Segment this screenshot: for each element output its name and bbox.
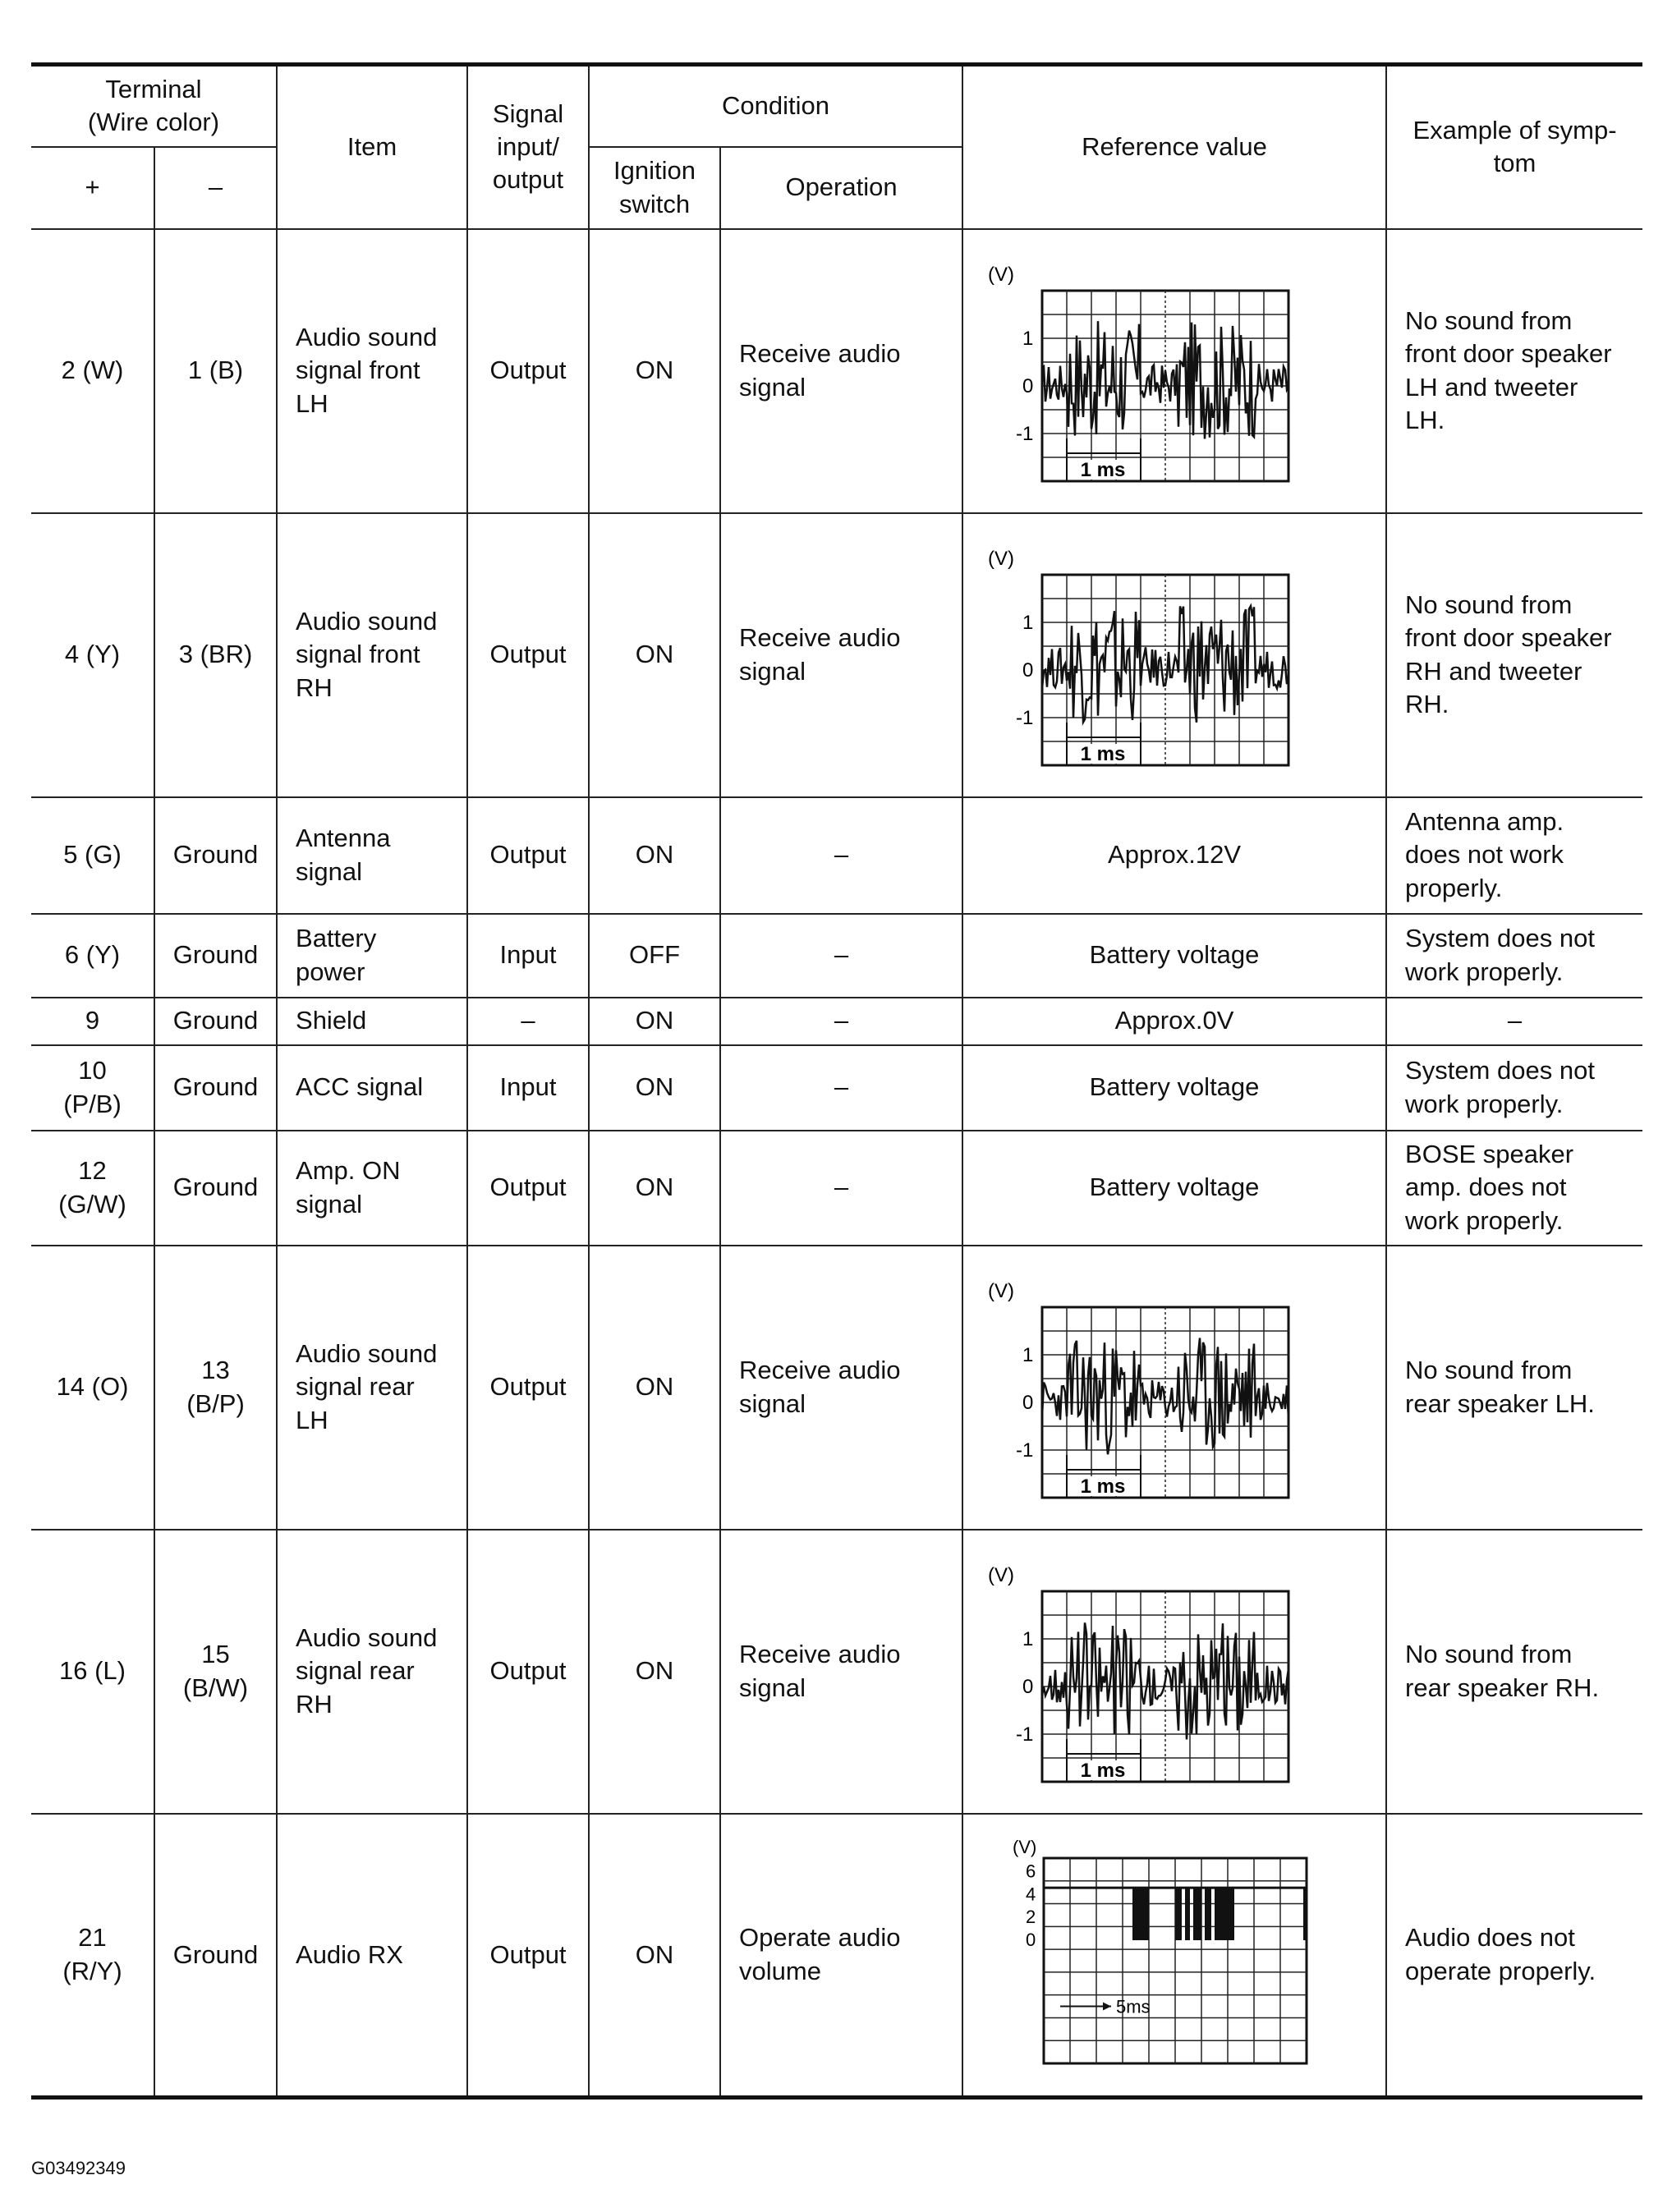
cell-operation: Receive audio signal	[720, 229, 962, 513]
cell-operation: –	[720, 1131, 962, 1246]
waveform-tick-label: 1	[1022, 1627, 1034, 1650]
table-row	[31, 1045, 1642, 1131]
waveform-tick-label: -1	[1016, 706, 1034, 729]
cell-item: Antenna signal	[277, 797, 467, 914]
waveform-time-label: 1 ms	[1080, 1475, 1126, 1498]
cell-io: Input	[467, 1045, 589, 1131]
cell-io: Output	[467, 1814, 589, 2098]
waveform-graph	[983, 256, 1295, 486]
cell-io: Output	[467, 1530, 589, 1814]
waveform-unit-label: (V)	[988, 263, 1015, 286]
header-terminal: Terminal (Wire color)	[31, 65, 277, 147]
pulse-chart	[963, 1832, 1385, 2078]
header-operation: Operation	[720, 147, 962, 229]
waveform-chart	[963, 256, 1385, 486]
cell-plus: 5 (G)	[31, 797, 154, 914]
cell-operation: Receive audio signal	[720, 1530, 962, 1814]
cell-symptom: –	[1386, 998, 1642, 1045]
table-row	[31, 1246, 1642, 1530]
waveform-tick-label: -1	[1016, 1723, 1034, 1746]
cell-symptom: Audio does not operate properly.	[1386, 1814, 1642, 2098]
waveform-time-label: 1 ms	[1080, 1759, 1126, 1782]
cell-operation: –	[720, 914, 962, 998]
cell-symptom: No sound from rear speaker RH.	[1386, 1530, 1642, 1814]
cell-io: Output	[467, 513, 589, 797]
cell-reference: Approx.12V	[962, 797, 1386, 914]
pulse-time-label: 5ms	[1116, 1996, 1151, 2017]
header-condition: Condition	[589, 65, 962, 147]
waveform-tick-label: 1	[1022, 611, 1034, 634]
waveform-tick-label: 0	[1022, 659, 1034, 681]
pulse-graph	[1008, 1832, 1336, 2078]
cell-plus: 6 (Y)	[31, 914, 154, 998]
cell-ignition: ON	[589, 797, 720, 914]
cell-plus: 16 (L)	[31, 1530, 154, 1814]
cell-reference	[962, 229, 1386, 513]
cell-operation: –	[720, 797, 962, 914]
cell-reference	[962, 1530, 1386, 1814]
cell-minus: 1 (B)	[154, 229, 277, 513]
cell-operation: Receive audio signal	[720, 513, 962, 797]
pulse-block	[1185, 1888, 1190, 1940]
header-minus: –	[154, 147, 277, 229]
header-ignition: Ignition switch	[589, 147, 720, 229]
waveform-unit-label: (V)	[988, 1563, 1015, 1586]
cell-minus: Ground	[154, 797, 277, 914]
cell-item: Battery power	[277, 914, 467, 998]
cell-plus: 2 (W)	[31, 229, 154, 513]
table-row	[31, 1814, 1642, 2098]
waveform-tick-label: 0	[1022, 374, 1034, 397]
cell-item: Audio sound signal front RH	[277, 513, 467, 797]
cell-ignition: ON	[589, 1131, 720, 1246]
cell-item: Audio sound signal rear LH	[277, 1246, 467, 1530]
header-reference-value: Reference value	[962, 65, 1386, 229]
table-row	[31, 1131, 1642, 1246]
pulse-tick-label: 0	[1026, 1929, 1036, 1950]
waveform-unit-label: (V)	[988, 1279, 1015, 1302]
table-row	[31, 914, 1642, 998]
pulse-unit-label: (V)	[1013, 1836, 1037, 1857]
cell-item: Audio sound signal rear RH	[277, 1530, 467, 1814]
waveform-tick-label: 0	[1022, 1391, 1034, 1414]
waveform-tick-label: 1	[1022, 327, 1034, 350]
header-symptom: Example of symp- tom	[1386, 65, 1642, 229]
pulse-block	[1303, 1888, 1307, 1940]
cell-minus: Ground	[154, 914, 277, 998]
table-row	[31, 797, 1642, 914]
cell-reference: Approx.0V	[962, 998, 1386, 1045]
cell-plus: 10 (P/B)	[31, 1045, 154, 1131]
header-signal-io: Signal input/ output	[467, 65, 589, 229]
cell-item: ACC signal	[277, 1045, 467, 1131]
cell-plus: 12 (G/W)	[31, 1131, 154, 1246]
cell-io: Output	[467, 1131, 589, 1246]
waveform-tick-label: 0	[1022, 1675, 1034, 1698]
cell-minus: Ground	[154, 1131, 277, 1246]
cell-operation: Operate audio volume	[720, 1814, 962, 2098]
cell-symptom: No sound from front door speaker RH and tweeter RH.	[1386, 513, 1642, 797]
cell-symptom: BOSE speaker amp. does not work properly.	[1386, 1131, 1642, 1246]
terminal-table	[31, 62, 1642, 2100]
table-row	[31, 998, 1642, 1045]
cell-io: Input	[467, 914, 589, 998]
cell-operation: –	[720, 1045, 962, 1131]
cell-io: Output	[467, 229, 589, 513]
cell-item: Audio RX	[277, 1814, 467, 2098]
cell-plus: 21 (R/Y)	[31, 1814, 154, 2098]
cell-ignition: OFF	[589, 914, 720, 998]
table-row	[31, 1530, 1642, 1814]
cell-item: Shield	[277, 998, 467, 1045]
pulse-block	[1132, 1888, 1149, 1940]
waveform-chart	[963, 1273, 1385, 1503]
cell-item: Audio sound signal front LH	[277, 229, 467, 513]
waveform-chart	[963, 540, 1385, 770]
cell-symptom: System does not work properly.	[1386, 1045, 1642, 1131]
cell-reference	[962, 1246, 1386, 1530]
pulse-block	[1193, 1888, 1201, 1940]
cell-minus: Ground	[154, 998, 277, 1045]
cell-symptom: No sound from front door speaker LH and tweeter LH.	[1386, 229, 1642, 513]
waveform-graph	[983, 1273, 1295, 1503]
pulse-tick-label: 2	[1026, 1906, 1036, 1927]
figure-id: G03492349	[31, 2158, 126, 2178]
cell-minus: Ground	[154, 1814, 277, 2098]
table-row	[31, 229, 1642, 513]
cell-reference: Battery voltage	[962, 914, 1386, 998]
cell-symptom: Antenna amp. does not work properly.	[1386, 797, 1642, 914]
pulse-block	[1175, 1888, 1182, 1940]
waveform-time-label: 1 ms	[1080, 458, 1126, 481]
waveform-chart	[963, 1557, 1385, 1787]
cell-reference	[962, 1814, 1386, 2098]
cell-ignition: ON	[589, 1045, 720, 1131]
cell-operation: Receive audio signal	[720, 1246, 962, 1530]
waveform-graph	[983, 1557, 1295, 1787]
cell-reference: Battery voltage	[962, 1045, 1386, 1131]
cell-ignition: ON	[589, 513, 720, 797]
cell-ignition: ON	[589, 1246, 720, 1530]
waveform-time-label: 1 ms	[1080, 742, 1126, 765]
cell-symptom: No sound from rear speaker LH.	[1386, 1246, 1642, 1530]
cell-plus: 9	[31, 998, 154, 1045]
pulse-tick-label: 6	[1026, 1861, 1036, 1882]
cell-minus: 15 (B/W)	[154, 1530, 277, 1814]
cell-ignition: ON	[589, 998, 720, 1045]
cell-ignition: ON	[589, 229, 720, 513]
pulse-block	[1205, 1888, 1211, 1940]
cell-io: –	[467, 998, 589, 1045]
cell-minus: 13 (B/P)	[154, 1246, 277, 1530]
table-row	[31, 513, 1642, 797]
header-plus: +	[31, 147, 154, 229]
cell-reference	[962, 513, 1386, 797]
waveform-unit-label: (V)	[988, 547, 1015, 570]
cell-item: Amp. ON signal	[277, 1131, 467, 1246]
cell-io: Output	[467, 797, 589, 914]
waveform-tick-label: 1	[1022, 1343, 1034, 1366]
cell-operation: –	[720, 998, 962, 1045]
pulse-block	[1215, 1888, 1234, 1940]
waveform-graph	[983, 540, 1295, 770]
cell-ignition: ON	[589, 1814, 720, 2098]
waveform-tick-label: -1	[1016, 422, 1034, 445]
waveform-tick-label: -1	[1016, 1439, 1034, 1462]
pulse-tick-label: 4	[1026, 1884, 1036, 1905]
cell-reference: Battery voltage	[962, 1131, 1386, 1246]
cell-io: Output	[467, 1246, 589, 1530]
cell-symptom: System does not work properly.	[1386, 914, 1642, 998]
cell-minus: 3 (BR)	[154, 513, 277, 797]
header-item: Item	[277, 65, 467, 229]
cell-plus: 14 (O)	[31, 1246, 154, 1530]
cell-ignition: ON	[589, 1530, 720, 1814]
cell-minus: Ground	[154, 1045, 277, 1131]
waveform-trace	[1042, 1622, 1288, 1739]
cell-plus: 4 (Y)	[31, 513, 154, 797]
